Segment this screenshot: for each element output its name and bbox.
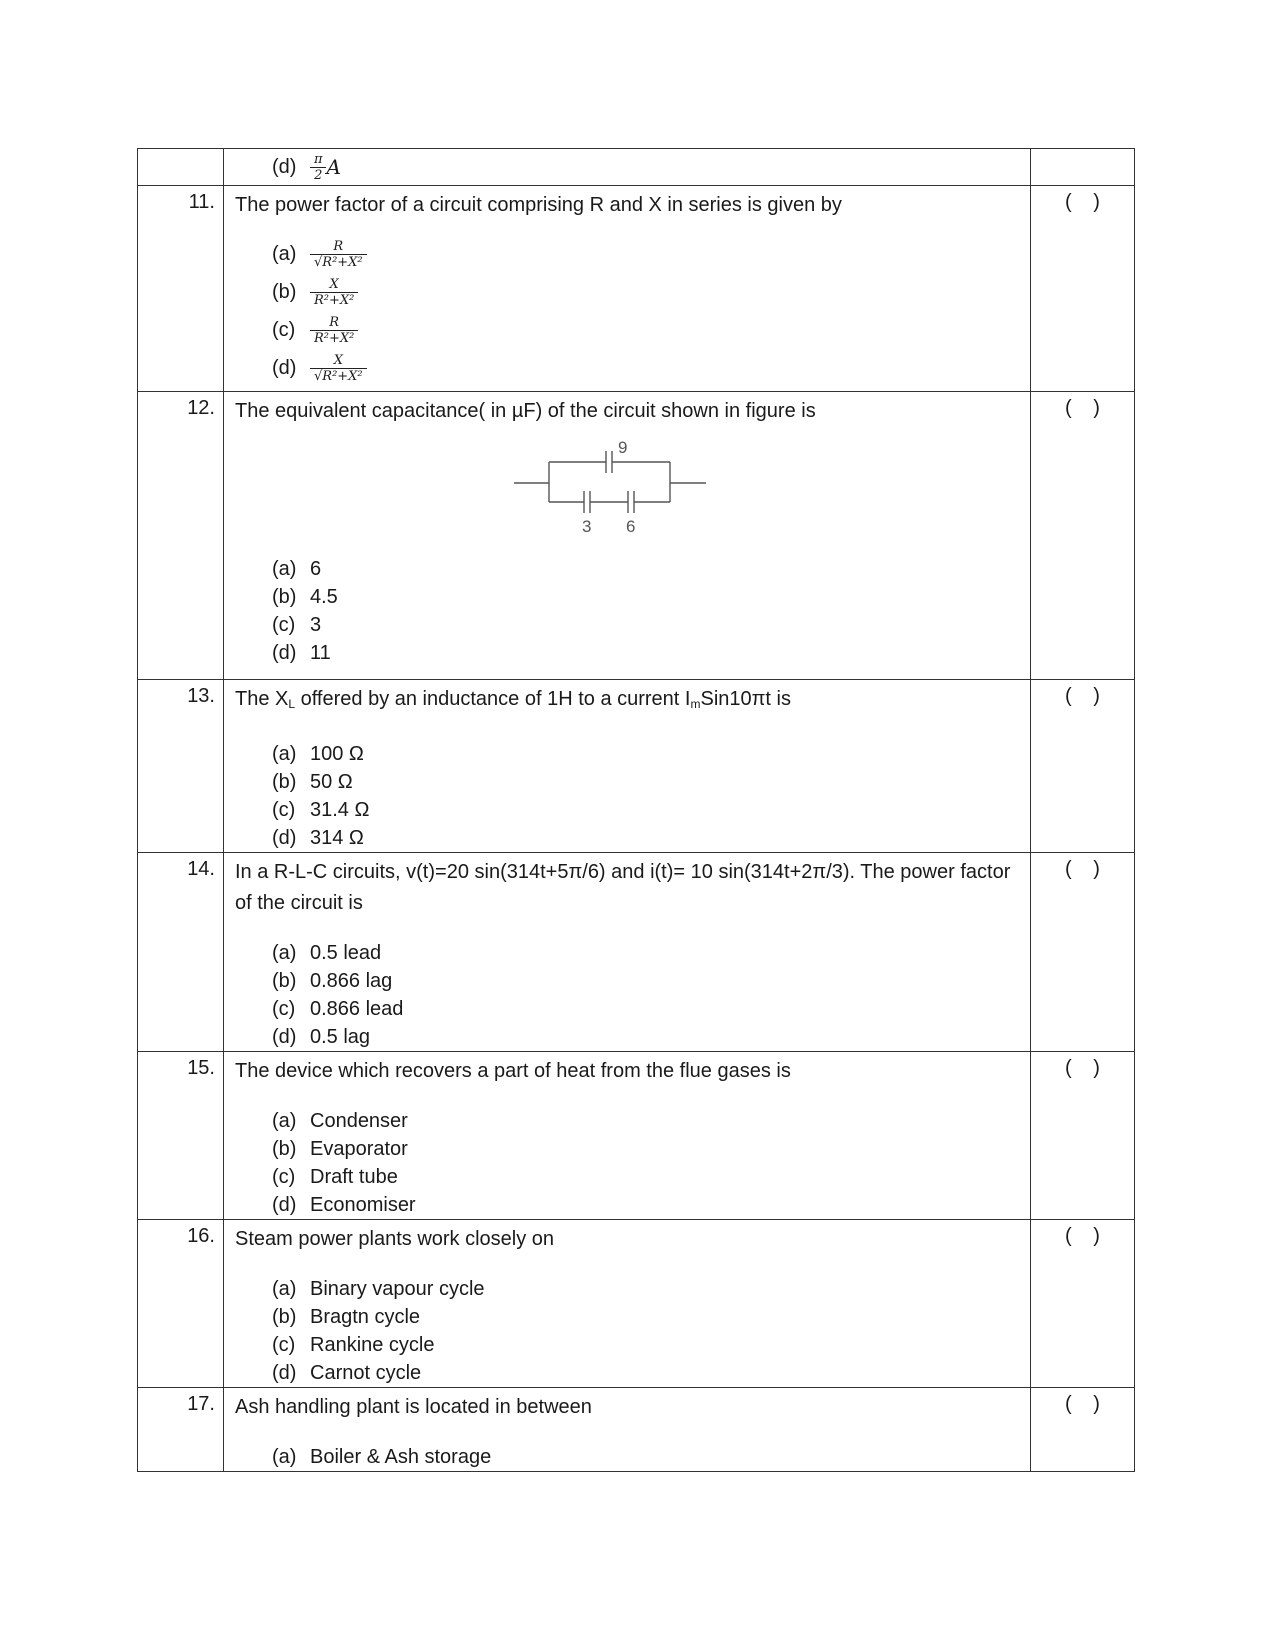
question-text: Ash handling plant is located in between xyxy=(235,1396,592,1418)
question-body-cell xyxy=(224,186,1031,392)
question-number: 14. xyxy=(187,858,215,880)
answer-cell xyxy=(1031,186,1135,392)
answer-cell xyxy=(1031,1052,1135,1220)
option-b: (b) Evaporator xyxy=(272,1138,408,1160)
question-row-15 xyxy=(138,1052,1135,1220)
question-row-13 xyxy=(138,680,1135,853)
question-number-cell xyxy=(138,392,224,680)
question-text: Steam power plants work closely on xyxy=(235,1228,555,1250)
question-row-16 xyxy=(138,1220,1135,1388)
option-a: (a) 100 Ω xyxy=(272,743,364,765)
option-a: (a) Condenser xyxy=(272,1110,408,1132)
question-number: 11. xyxy=(188,191,215,213)
answer-bracket: ( ) xyxy=(1065,1393,1100,1415)
option-c: (c) Draft tube xyxy=(272,1166,398,1188)
answer-bracket: ( ) xyxy=(1065,685,1100,707)
option-list xyxy=(224,1443,1030,1471)
question-text: The equivalent capacitance( in µF) of the circuit shown in figure is xyxy=(235,400,816,422)
option-b: (b) 50 Ω xyxy=(272,771,353,793)
option-a: (a) Boiler & Ash storage xyxy=(272,1446,492,1468)
option-a: (a) 0.5 lead xyxy=(272,942,382,964)
option-b: (b) Bragtn cycle xyxy=(272,1306,421,1328)
question-text: The device which recovers a part of heat from the flue gases is xyxy=(235,1060,791,1082)
question-number-cell xyxy=(138,680,224,853)
option-c: (c) $\frac{R}{\text{R²+X²}}$ xyxy=(272,311,1030,349)
option-d: (d) 0.5 lag xyxy=(272,1026,371,1048)
question-row-continuation xyxy=(138,149,1135,186)
question-text: In a R-L-C circuits, v(t)=20 sin(314t+5π/6) and i(t)= 10 sin(314t+2π/3). The power factor of the circuit is xyxy=(235,861,1011,914)
option-fraction: $\frac{R}{\text{R²+X²}}$ xyxy=(310,315,358,346)
option-list xyxy=(224,235,1030,387)
capacitor-6-label: 6 xyxy=(626,517,636,536)
answer-cell xyxy=(1031,853,1135,1052)
option-c: (c) Rankine cycle xyxy=(272,1334,435,1356)
question-text: The power factor of a circuit comprising R and X in series is given by xyxy=(235,194,842,216)
capacitor-9-label: 9 xyxy=(618,438,628,457)
question-body-cell xyxy=(224,392,1031,680)
question-body-cell xyxy=(224,853,1031,1052)
question-body-cell xyxy=(224,1388,1031,1472)
answer-cell xyxy=(1031,149,1135,186)
question-row-11 xyxy=(138,186,1135,392)
option-c: (c) 3 xyxy=(272,614,322,636)
question-number-cell xyxy=(138,1388,224,1472)
option-list xyxy=(224,555,1030,667)
option-label: (d) xyxy=(272,155,297,178)
answer-bracket: ( ) xyxy=(1065,1057,1100,1079)
question-number-cell xyxy=(138,149,224,186)
answer-bracket: ( ) xyxy=(1065,397,1100,419)
option-list xyxy=(224,939,1030,1051)
question-body-cell xyxy=(224,680,1031,853)
answer-cell xyxy=(1031,1220,1135,1388)
question-number: 13. xyxy=(187,685,215,707)
question-row-14 xyxy=(138,853,1135,1052)
question-number: 12. xyxy=(187,397,215,419)
option-list xyxy=(224,740,1030,852)
question-number-cell xyxy=(138,1220,224,1388)
question-row-12 xyxy=(138,392,1135,680)
capacitor-3-label: 3 xyxy=(582,517,592,536)
answer-bracket: ( ) xyxy=(1065,1225,1100,1247)
option-fraction: $\frac{X}{\text{R²+X²}}$ xyxy=(310,277,358,308)
option-c: (c) 0.866 lead xyxy=(272,998,404,1020)
question-body-cell xyxy=(224,1220,1031,1388)
answer-cell xyxy=(1031,392,1135,680)
option-b: (b) 0.866 lag xyxy=(272,970,393,992)
question-table xyxy=(137,148,1135,1472)
answer-bracket: ( ) xyxy=(1065,858,1100,880)
option-b: (b) 4.5 xyxy=(272,586,338,608)
question-body-cell xyxy=(224,149,1031,186)
answer-bracket: ( ) xyxy=(1065,191,1100,213)
option-d: (d) $\frac{X}{\text{√R²+X²}}$ xyxy=(272,349,1030,387)
option-d xyxy=(224,149,1030,185)
question-number: 17. xyxy=(187,1393,215,1415)
option-c: (c) 31.4 Ω xyxy=(272,799,370,821)
option-fraction: $\frac{X}{\text{√R²+X²}}$ xyxy=(310,353,367,384)
question-number: 16. xyxy=(187,1225,215,1247)
option-list xyxy=(224,1275,1030,1387)
question-body-cell xyxy=(224,1052,1031,1220)
circuit-figure xyxy=(224,427,1030,555)
question-number: 15. xyxy=(187,1057,215,1079)
option-d: (d) Economiser xyxy=(272,1194,416,1216)
question-text: The $X_L$ offered by an inductance of 1H to a current $I_mSin10\pi t$ is xyxy=(235,688,791,711)
option-a: (a) 6 xyxy=(272,558,322,580)
question-number-cell xyxy=(138,186,224,392)
question-number-cell xyxy=(138,853,224,1052)
option-d: (d) Carnot cycle xyxy=(272,1362,422,1384)
option-list xyxy=(224,1107,1030,1219)
answer-cell xyxy=(1031,680,1135,853)
option-a: (a) Binary vapour cycle xyxy=(272,1278,485,1300)
option-d: (d) 314 Ω xyxy=(272,827,364,849)
capacitor-circuit-diagram xyxy=(514,427,714,537)
option-suffix: A xyxy=(326,155,341,179)
option-fraction: $\frac{R}{\text{√R²+X²}}$ xyxy=(310,239,367,270)
option-b: (b) $\frac{X}{\text{R²+X²}}$ xyxy=(272,273,1030,311)
question-row-17 xyxy=(138,1388,1135,1472)
answer-cell xyxy=(1031,1388,1135,1472)
option-fraction: $\frac{\pi}{2}$ xyxy=(310,152,327,183)
option-a: (a) $\frac{R}{\text{√R²+X²}}$ xyxy=(272,235,1030,273)
option-d: (d) 11 xyxy=(272,642,331,664)
question-number-cell xyxy=(138,1052,224,1220)
